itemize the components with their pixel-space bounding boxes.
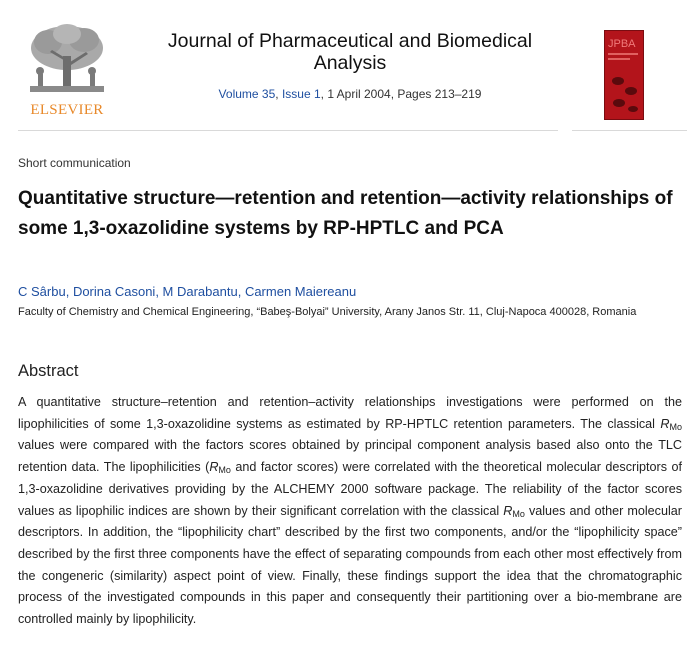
author-list: C Sârbu, Dorina Casoni, M Darabantu, Carmen Maiereanu bbox=[18, 284, 357, 299]
article-type: Short communication bbox=[18, 156, 131, 170]
article-title: Quantitative structure—retention and retention—activity relationships of some 1,3-oxazolidine systems by RP-HPTLC and PCA bbox=[18, 188, 673, 239]
header-divider-right bbox=[572, 130, 687, 131]
issue-date: 1 April 2004 bbox=[327, 87, 391, 101]
issue-link[interactable]: Issue 1 bbox=[281, 87, 321, 101]
rmo-symbol: $R_{Mo}$ bbox=[503, 503, 525, 519]
header-divider bbox=[18, 130, 558, 131]
journal-cover-image bbox=[605, 31, 643, 119]
journal-issue-info: Volume 35, Issue 1, 1 April 2004, Pages 213–219 bbox=[218, 87, 482, 101]
rmo-symbol: $R_{Mo}$ bbox=[660, 416, 682, 432]
journal-cover-thumbnail[interactable] bbox=[604, 30, 644, 120]
abstract-heading: Abstract bbox=[18, 362, 79, 380]
author-affiliation: Faculty of Chemistry and Chemical Engineering, “Babeş-Bolyai” University, Arany Janos Str. 11, Cluj-Napoca 400028, Romania bbox=[18, 306, 637, 318]
abstract-text: A quantitative structure–retention and retention–activity relationships investigations were performed on the lipophilicities of some 1,3-oxazolidine systems as estimated by RP-HPTLC retention parameters. The classical $R_{Mo}$ values were compared with the factors scores obtained by principal component analysis based also onto the TLC retention data. The lipophilicities ($R_{Mo}$ and factor scores) were correlated with the theoretical molecular descriptors of 1,3-oxazolidine derivatives providing by the ALCHEMY 2000 software package. The reliability of the factor scores values as lipophilic indices are shown by their significant correlation with the classical $R_{Mo}$ values and other molecular descriptors. In addition, the “lipophilicity chart” described by the first two components, and/or the “lipophilicity space” described by the first three components have the effect of separating compounds from each other most effectively from the congeneric (similarity) aspect point of view. Finally, these findings support the idea that the chromatographic process of the investigated compounds in this paper and consequently their partitioning over a bio-membrane are controlled mainly by lipophilicity. bbox=[18, 395, 682, 627]
page-range: Pages 213–219 bbox=[397, 87, 482, 101]
author-link[interactable]: Dorina Casoni bbox=[72, 284, 156, 299]
volume-link[interactable]: Volume 35 bbox=[218, 87, 276, 101]
cover-wordmark: JPBA bbox=[608, 38, 636, 50]
author-link[interactable]: M Darabantu bbox=[162, 284, 238, 299]
rmo-symbol: $R_{Mo}$ bbox=[209, 460, 231, 476]
journal-title-link[interactable]: Journal of Pharmaceutical and Biomedical Analysis bbox=[167, 30, 533, 74]
elsevier-wordmark: ELSEVIER bbox=[30, 102, 104, 118]
elsevier-tree-icon bbox=[22, 22, 112, 100]
journal-header bbox=[0, 0, 697, 135]
author-link[interactable]: C Sârbu bbox=[18, 284, 66, 299]
elsevier-logo[interactable] bbox=[22, 22, 112, 122]
author-link[interactable]: Carmen Maiereanu bbox=[244, 284, 357, 299]
